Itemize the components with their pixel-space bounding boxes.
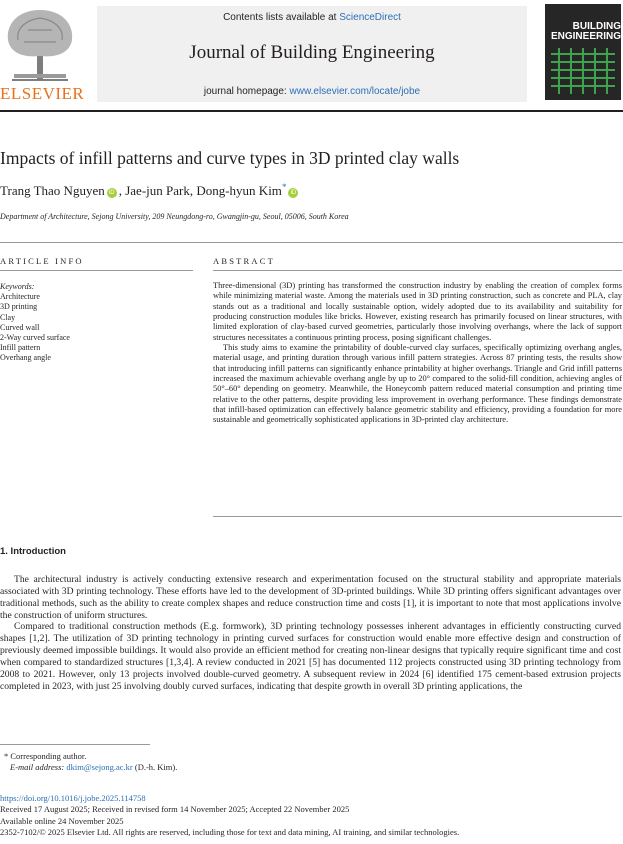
abstract-bottom-rule	[213, 516, 622, 517]
author-separator: ,	[118, 183, 126, 198]
email-line	[4, 762, 177, 773]
article-info-heading: ARTICLE INFO	[0, 256, 84, 266]
orcid-icon[interactable]: iD	[107, 188, 117, 198]
footnotes	[4, 751, 177, 773]
abstract-paragraph: This study aims to examine the printability of double-curved clay surfaces, specifically optimizing overhang angles, material usage, and printing duration through various infill pattern strategies. Across 87 printing tests, the results show that introducing infill patterns can significantly enhance printability at higher overhangs. Triangle and Grid infill patterns increased the maximum achievable overhang angle by up to 20° compared to the solid-fill condition, achieving angles of 50°–60° depending on geometry. Meanwhile, the Honeycomb pattern reduced material consumption and printing time relative to the other patterns, despite providing less improvement in overhang performance. These findings demonstrate that infill-based optimization can effectively balance geometric stability and efficiency, providing a foundation for more sustainable and geometrically sophisticated applications in 3D-printed clay architecture.	[213, 343, 622, 425]
journal-homepage	[97, 86, 527, 97]
keywords-label: Keywords:	[0, 282, 35, 291]
keyword-item: Curved wall	[0, 322, 40, 332]
contents-line	[97, 12, 527, 23]
abstract-body	[213, 281, 622, 426]
doi-link[interactable]: https://doi.org/10.1016/j.jobe.2025.114758	[0, 793, 146, 803]
email-link[interactable]: dkim@sejong.ac.kr	[66, 762, 133, 772]
keyword-item: 2-Way curved surface	[0, 333, 70, 343]
keyword-item: Clay	[0, 312, 16, 322]
elsevier-wordmark: ELSEVIER	[0, 84, 85, 103]
article-info-rule	[0, 270, 193, 271]
keyword-item: Infill pattern	[0, 343, 41, 353]
intro-paragraph: The architectural industry is actively conducting extensive research and experimentation focused on the structural stability and appropriate materials associated with 3D printing technology. These efforts have led to the development of 3D-printed buildings. While 3D printing offers significant advantages over traditional methods, such as the ability to create complex shapes and reduce construction time and costs [1], it is important to note that most applications involve the construction of uniform structures.	[0, 574, 621, 621]
keywords-block	[0, 282, 193, 364]
keyword-item: 3D printing	[0, 302, 38, 312]
author-name[interactable]: Trang Thao Nguyen	[0, 183, 105, 198]
article-title: Impacts of infill patterns and curve types in 3D printed clay walls	[0, 148, 460, 168]
author-separator: ,	[189, 183, 197, 198]
corresponding-author-marker[interactable]: *	[281, 182, 287, 192]
journal-cover-graphic	[545, 4, 621, 100]
corresponding-author-note: * Corresponding author.	[4, 751, 87, 761]
intro-paragraph: Compared to traditional construction methods (E.g. formwork), 3D printing technology possesses inherent advantages in efficiently constructing curved shapes [1,2]. The utilization of 3D printing technology in printing curved surfaces for construction would enable more effective design and construction of previously deemed impossible buildings. It would also provide an efficient method for creating non-linear designs that typically require significant time and cost when compared to standardized structures [1,3,4]. A review conducted in 2021 [5] has documented 112 projects constructed using 3D printing technology from 2008 to 2021. However, only 13 projects involved double-curved geometry. A subsequent review in 2024 [6] identified 175 cement-based extrusion projects completed in 2023, with just 25 involving doubly curved surfaces, indicating that despite growth in overall 3D printing applications, the	[0, 621, 621, 692]
author-name[interactable]: Dong-hyun Kim	[196, 183, 282, 198]
history-dates: Received 17 August 2025; Received in revised form 14 November 2025; Accepted 22 November 2025	[0, 804, 350, 815]
cover-title	[549, 22, 621, 42]
email-label: E-mail address:	[10, 762, 67, 772]
header-rule	[0, 110, 623, 112]
footnote-rule	[0, 744, 150, 745]
introduction-body	[0, 574, 621, 692]
orcid-icon[interactable]: iD	[288, 188, 298, 198]
title-rule	[0, 242, 623, 243]
sciencedirect-link[interactable]: ScienceDirect	[339, 12, 401, 23]
author-list	[0, 182, 623, 199]
homepage-prefix: journal homepage:	[203, 86, 290, 97]
article-footer	[0, 793, 623, 838]
abstract-rule	[213, 270, 622, 271]
copyright: 2352-7102/© 2025 Elsevier Ltd. All rights are reserved, including those for text and data mining, AI training, and similar technologies.	[0, 826, 460, 837]
journal-cover	[545, 4, 621, 100]
author-name[interactable]: Jae-jun Park	[125, 183, 190, 198]
homepage-link[interactable]: www.elsevier.com/locate/jobe	[289, 86, 421, 97]
abstract-heading: ABSTRACT	[213, 256, 275, 266]
section-heading-introduction: 1. Introduction	[0, 546, 66, 557]
contents-prefix: Contents lists available at	[223, 12, 340, 23]
email-suffix: (D.-h. Kim).	[132, 762, 178, 772]
abstract-paragraph: Three-dimensional (3D) printing has transformed the construction industry by enabling the creation of complex forms while minimizing material waste. Among the materials used in 3D printing construction, such as concrete and PLA, clay stands out as a traditional and locally sustainable option, widely adopted due to its availability and suitability for producing construction modules like bricks. However, existing research has primarily focused on linear structures, with limited exploration of clay-based curved geometries, particularly those involving overhangs, where the lack of support structures necessitates a continuous printing process, posing significant challenges.	[213, 281, 622, 342]
journal-title: Journal of Building Engineering	[189, 42, 435, 63]
cover-title-line1: BUILDING	[572, 21, 621, 32]
affiliation: Department of Architecture, Sejong University, 209 Neungdong-ro, Gwangjin-gu, Seoul, 05006, South Korea	[0, 212, 349, 221]
available-online: Available online 24 November 2025	[0, 815, 124, 826]
cover-title-line2: ENGINEERING	[550, 31, 621, 42]
keyword-item: Overhang angle	[0, 353, 51, 363]
keyword-item: Architecture	[0, 292, 40, 302]
